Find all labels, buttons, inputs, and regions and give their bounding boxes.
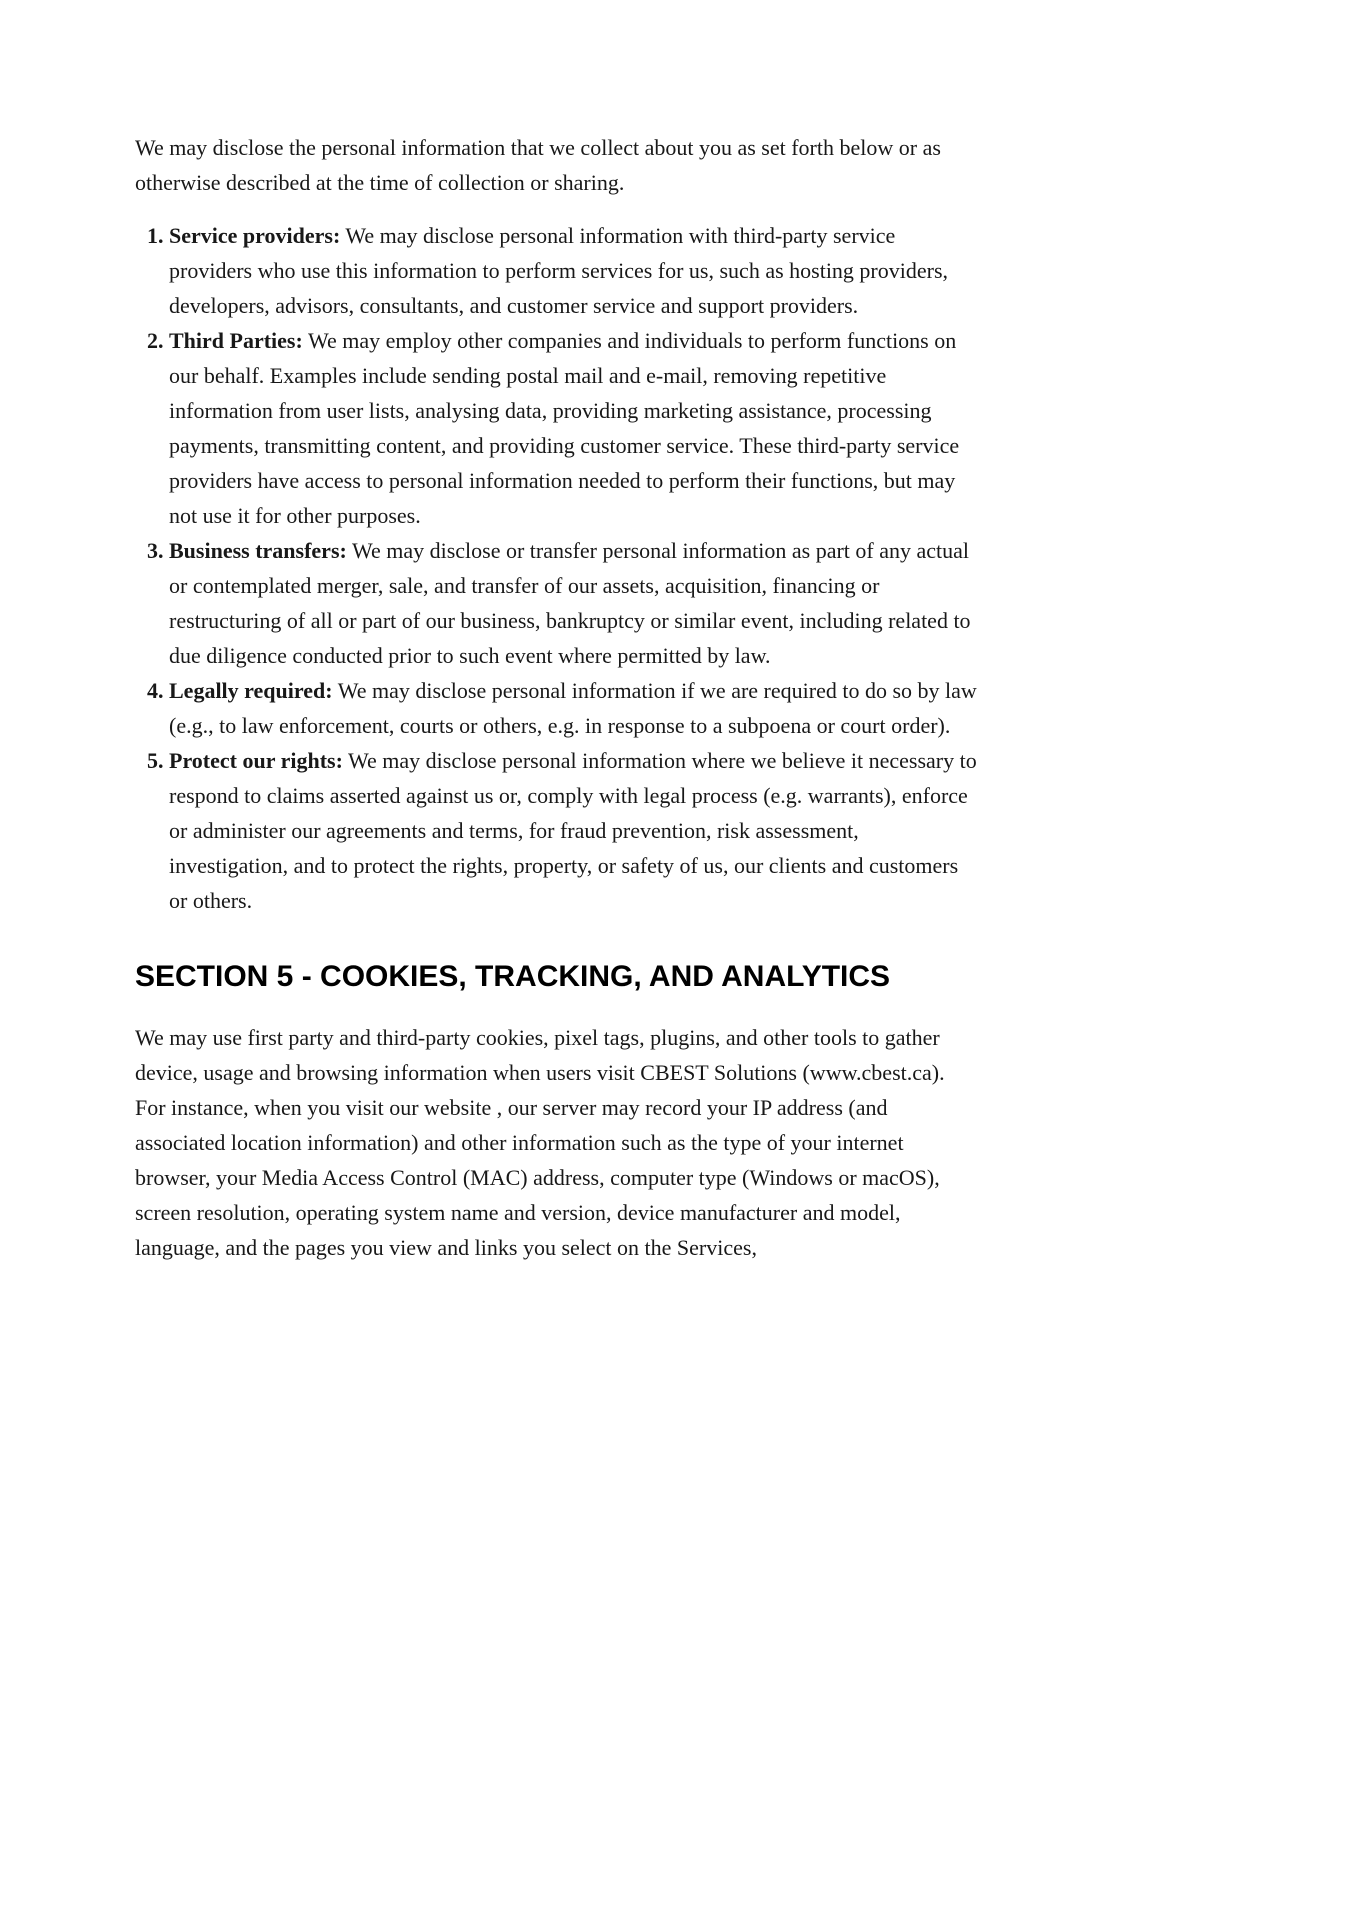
list-item xyxy=(169,743,980,918)
list-item xyxy=(169,218,980,323)
body-paragraph: We may use first party and third-party cookies, pixel tags, plugins, and other tools to gather device, usage and browsing information when users visit CBEST Solutions (www.cbest.ca). For instance, when you visit our website , our server may record your IP address (and associated location information) and other information such as the type of your internet browser, your Media Access Control (MAC) address, computer type (Windows or macOS), screen resolution, operating system name and version, device manufacturer and model, language, and the pages you view and links you select on the Services, xyxy=(135,1025,945,1260)
list-item-text: We may disclose or transfer personal information as part of any actual or contemplated merger, sale, and transfer of our assets, acquisition, financing or restructuring of all or part of our business, bankruptcy or similar event, including related to due diligence conducted prior to such event where permitted by law. xyxy=(169,538,971,668)
list-item xyxy=(169,673,980,743)
list-item-text: We may disclose personal information with third-party service providers who use this information to perform services for us, such as hosting providers, developers, advisors, consultants, and customer service and support providers. xyxy=(169,223,949,318)
intro-paragraph: We may disclose the personal information that we collect about you as set forth below or as otherwise described at the time of collection or sharing. xyxy=(135,135,941,195)
list-item-label: Protect our rights: xyxy=(169,748,343,773)
list-item xyxy=(169,323,980,533)
document-page xyxy=(135,130,980,1265)
list-item-label: Third Parties: xyxy=(169,328,303,353)
list-item xyxy=(169,533,980,673)
disclosure-list xyxy=(135,218,980,918)
list-item-text: We may disclose personal information where we believe it necessary to respond to claims asserted against us or, comply with legal process (e.g. warrants), enforce or administer our agreements and terms, for fraud prevention, risk assessment, investigation, and to protect the rights, property, or safety of us, our clients and customers or others. xyxy=(169,748,977,913)
list-item-label: Business transfers: xyxy=(169,538,347,563)
list-item-label: Service providers: xyxy=(169,223,341,248)
list-item-text: We may disclose personal information if we are required to do so by law (e.g., to law enforcement, courts or others, e.g. in response to a subpoena or court order). xyxy=(169,678,977,738)
list-item-label: Legally required: xyxy=(169,678,333,703)
section-heading: SECTION 5 - COOKIES, TRACKING, AND ANALYTICS xyxy=(135,960,891,993)
list-item-text: We may employ other companies and individuals to perform functions on our behalf. Examples include sending postal mail and e-mail, removing repetitive information from user lists, analysing data, providing marketing assistance, processing payments, transmitting content, and providing customer service. These third-party service providers have access to personal information needed to perform their functions, but may not use it for other purposes. xyxy=(169,328,960,528)
